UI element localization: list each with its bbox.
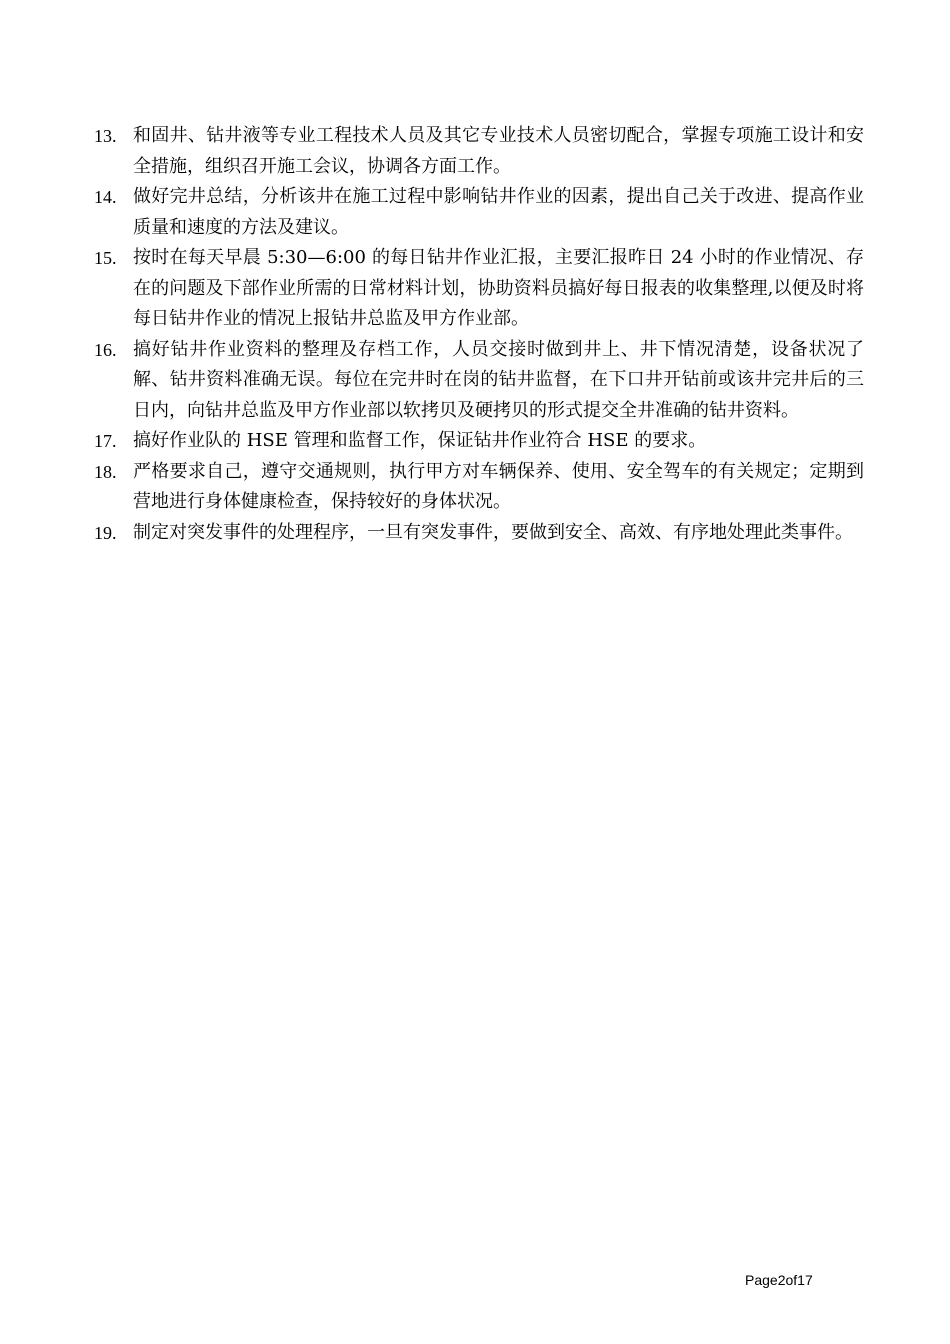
list-item	[94, 457, 864, 518]
item-text: 和固井、钻井液等专业工程技术人员及其它专业技术人员密切配合，掌握专项施工设计和安全措施，组织召开施工会议，协调各方面工作。	[133, 125, 864, 177]
item-number: 17.	[94, 431, 117, 451]
list-item	[94, 518, 864, 549]
item-text: 按时在每天早晨 5:30—6:00 的每日钻井作业汇报，主要汇报昨日 24 小时的作业情况、存在的问题及下部作业所需的日常材料计划，协助资料员搞好每日报表的收集整理,以便及时将每日钻井作业的情况上报钻井总监及甲方作业部。	[133, 247, 864, 329]
item-text: 严格要求自己，遵守交通规则，执行甲方对车辆保养、使用、安全驾车的有关规定；定期到营地进行身体健康检查，保持较好的身体状况。	[133, 460, 864, 512]
item-text: 搞好钻井作业资料的整理及存档工作，人员交接时做到井上、井下情况清楚，设备状况了解、钻井资料准确无误。每位在完井时在岗的钻井监督，在下口井开钻前或该井完井后的三日内，向钻井总监及甲方作业部以软拷贝及硬拷贝的形式提交全井准确的钻井资料。	[133, 338, 864, 421]
page-number-footer: Page2of17	[745, 1272, 813, 1288]
item-number: 14.	[94, 187, 117, 207]
list-item	[94, 243, 864, 335]
item-text: 搞好作业队的 HSE 管理和监督工作，保证钻井作业符合 HSE 的要求。	[133, 430, 707, 451]
list-item	[94, 121, 864, 182]
list-item	[94, 335, 864, 427]
item-number: 13.	[94, 126, 117, 146]
list-item	[94, 426, 864, 457]
item-text: 做好完井总结，分析该井在施工过程中影响钻井作业的因素，提出自己关于改进、提高作业质量和速度的方法及建议。	[133, 186, 864, 238]
item-number: 15.	[94, 248, 117, 268]
list-item	[94, 182, 864, 243]
item-number: 18.	[94, 461, 117, 482]
item-text: 制定对突发事件的处理程序，一旦有突发事件，要做到安全、高效、有序地处理此类事件。	[133, 521, 853, 543]
item-number: 19.	[94, 522, 117, 543]
item-number: 16.	[94, 339, 117, 360]
duty-list	[94, 121, 864, 548]
